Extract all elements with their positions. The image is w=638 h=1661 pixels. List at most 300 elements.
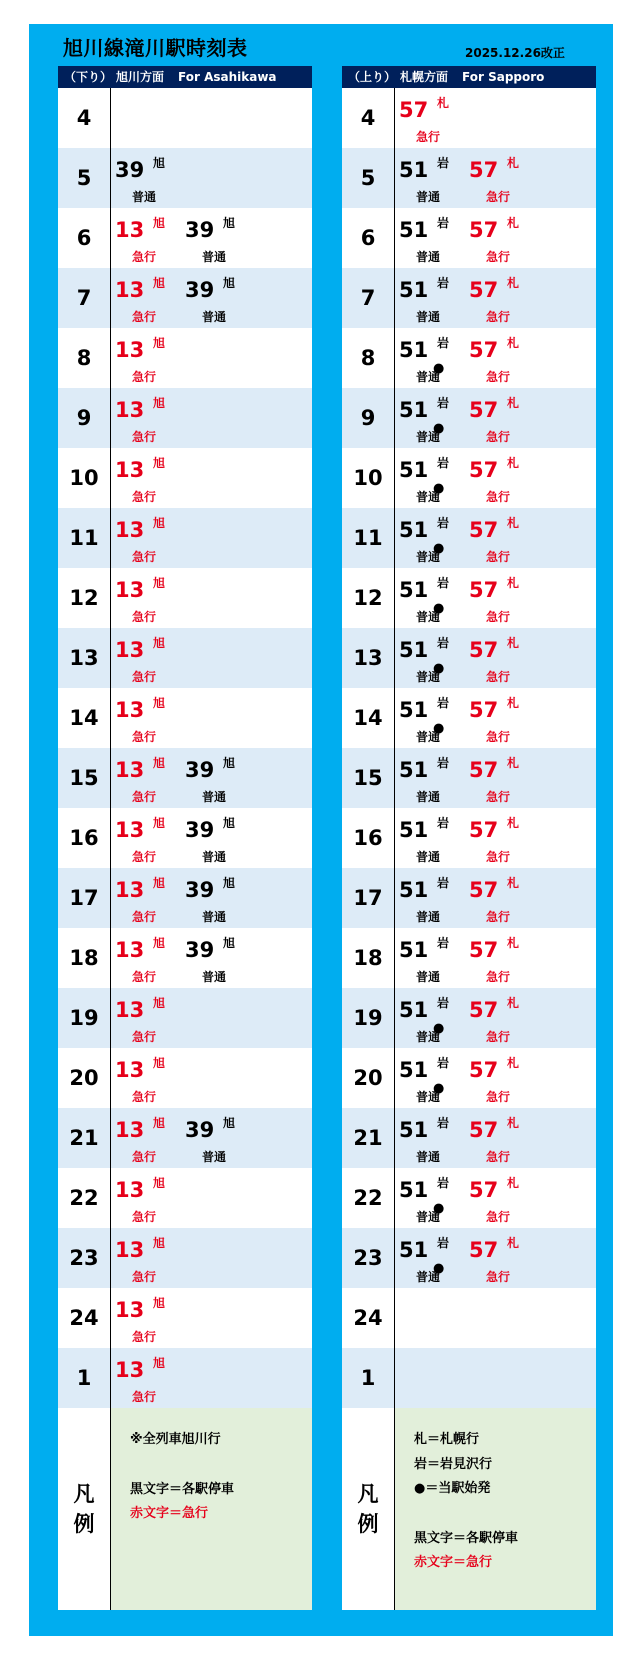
origin-dot-icon: ● [433, 661, 445, 676]
hour-cell: 24 [58, 1288, 111, 1348]
departure-minute: 13 [115, 818, 145, 842]
train-type: 急行 [486, 670, 511, 684]
departures-cell [395, 508, 596, 568]
departures-cell [111, 1228, 312, 1288]
hour-row [342, 1168, 596, 1228]
departures-cell [395, 868, 596, 928]
destination-mark: 旭 [223, 216, 236, 230]
departures-cell [395, 148, 596, 208]
hour-cell: 16 [342, 808, 395, 868]
departure-minute: 51 [399, 1238, 429, 1262]
departure-minute: 57 [469, 698, 499, 722]
train-type: 急行 [486, 1150, 511, 1164]
departure [115, 1291, 185, 1345]
departure [469, 1171, 539, 1225]
destination-mark: 札 [507, 276, 520, 290]
departure-minute: 51 [399, 1058, 429, 1082]
destination-mark: 旭 [153, 216, 166, 230]
destination-mark: 札 [507, 1116, 520, 1130]
panel-up-sapporo [342, 66, 596, 1610]
departure-minute: 39 [115, 158, 145, 182]
departure-minute: 57 [469, 638, 499, 662]
train-type: 普通 [416, 190, 441, 204]
destination-mark: 旭 [153, 996, 166, 1010]
departure [469, 151, 539, 205]
departures-cell [395, 1288, 596, 1348]
legend-label-char: 例 [73, 1512, 95, 1536]
departure-minute: 57 [469, 398, 499, 422]
destination-mark: 岩 [437, 276, 450, 290]
departure-minute: 13 [115, 998, 145, 1022]
hour-row [342, 868, 596, 928]
hour-cell: 22 [342, 1168, 395, 1228]
hour-row [58, 388, 312, 448]
departure-minute: 13 [115, 1178, 145, 1202]
hour-cell: 19 [58, 988, 111, 1048]
departure-minute: 57 [469, 218, 499, 242]
legend-line [130, 1453, 312, 1478]
origin-dot-icon: ● [433, 1021, 445, 1036]
destination-mark: 札 [507, 1236, 520, 1250]
destination-mark: 札 [507, 1056, 520, 1070]
legend-label [58, 1408, 111, 1610]
train-type: 普通 [416, 310, 441, 324]
legend-line: 黒文字＝各駅停車 [414, 1530, 519, 1546]
destination-mark: 旭 [153, 1296, 166, 1310]
train-type: 急行 [132, 430, 157, 444]
departure-minute: 57 [469, 818, 499, 842]
hour-cell: 18 [58, 928, 111, 988]
hour-cell: 20 [58, 1048, 111, 1108]
hour-cell: 15 [342, 748, 395, 808]
hour-row [342, 808, 596, 868]
departures-cell [395, 448, 596, 508]
departure-minute: 51 [399, 1118, 429, 1142]
destination-mark: 岩 [437, 216, 450, 230]
hour-row [342, 88, 596, 148]
departure-minute: 13 [115, 398, 145, 422]
departure [469, 331, 539, 385]
hour-cell: 4 [58, 88, 111, 148]
legend-line: ●＝当駅始発 [414, 1481, 491, 1496]
destination-mark: 札 [507, 636, 520, 650]
destination-english-label: For Sapporo [462, 70, 545, 84]
departure-minute: 57 [469, 518, 499, 542]
train-type: 急行 [486, 850, 511, 864]
departure [115, 1351, 185, 1405]
train-type: 普通 [202, 850, 227, 864]
departure [399, 931, 469, 985]
hour-row [58, 1168, 312, 1228]
train-type: 急行 [132, 730, 157, 744]
departure-minute: 57 [469, 158, 499, 182]
departure [185, 871, 255, 925]
hour-row [58, 808, 312, 868]
departure-minute: 57 [469, 1238, 499, 1262]
destination-label: 札幌方面 [400, 70, 449, 84]
legend-line: 赤文字＝急行 [414, 1555, 493, 1570]
departures-cell [395, 748, 596, 808]
train-type: 急行 [132, 670, 157, 684]
departure [185, 811, 255, 865]
train-type: 急行 [132, 610, 157, 624]
hour-row [58, 868, 312, 928]
departure [115, 571, 185, 625]
destination-mark: 岩 [437, 456, 450, 470]
hour-row [58, 1348, 312, 1408]
panel-header [342, 66, 596, 88]
departure-minute: 51 [399, 698, 429, 722]
departures-cell [395, 1108, 596, 1168]
departure [399, 91, 469, 145]
hour-row [342, 688, 596, 748]
destination-mark: 旭 [153, 696, 166, 710]
train-type: 普通 [416, 370, 441, 384]
departures-cell [111, 448, 312, 508]
departure-minute: 39 [185, 218, 215, 242]
train-type: 急行 [486, 250, 511, 264]
departure-minute: 51 [399, 638, 429, 662]
legend-line: 札＝札幌行 [414, 1432, 480, 1447]
train-type: 普通 [416, 610, 441, 624]
destination-mark: 旭 [153, 1356, 166, 1370]
destination-mark: 旭 [153, 276, 166, 290]
departure-minute: 39 [185, 278, 215, 302]
destination-mark: 岩 [437, 816, 450, 830]
departure [399, 271, 469, 325]
hour-row [58, 148, 312, 208]
departures-cell [395, 268, 596, 328]
departures-cell [395, 988, 596, 1048]
departure [469, 871, 539, 925]
departures-cell [111, 1288, 312, 1348]
hour-cell: 1 [342, 1348, 395, 1408]
train-type: 普通 [202, 970, 227, 984]
hour-row [342, 208, 596, 268]
departure-minute: 57 [469, 338, 499, 362]
departures-cell [395, 628, 596, 688]
departure [399, 1231, 469, 1285]
destination-mark: 札 [507, 396, 520, 410]
train-type: 普通 [416, 730, 441, 744]
destination-mark: 岩 [437, 1116, 450, 1130]
departure [115, 1171, 185, 1225]
departures-cell [395, 208, 596, 268]
departure [115, 271, 185, 325]
train-type: 急行 [132, 1210, 157, 1224]
hour-cell: 4 [342, 88, 395, 148]
origin-dot-icon: ● [433, 1201, 445, 1216]
hour-cell: 22 [58, 1168, 111, 1228]
departure [469, 511, 539, 565]
departure-minute: 57 [469, 878, 499, 902]
departure-minute: 13 [115, 578, 145, 602]
destination-mark: 岩 [437, 336, 450, 350]
departure [399, 991, 469, 1045]
departure [115, 631, 185, 685]
departure-minute: 57 [469, 578, 499, 602]
hour-cell: 9 [342, 388, 395, 448]
train-type: 急行 [486, 370, 511, 384]
train-type: 急行 [132, 1330, 157, 1344]
departure-minute: 13 [115, 1358, 145, 1382]
departure [185, 1111, 255, 1165]
legend-body [395, 1408, 596, 1610]
destination-mark: 旭 [153, 336, 166, 350]
hour-row [58, 1228, 312, 1288]
hour-cell: 21 [342, 1108, 395, 1168]
legend-line: 岩＝岩見沢行 [414, 1456, 493, 1472]
hour-cell: 13 [342, 628, 395, 688]
departures-cell [111, 988, 312, 1048]
departure-minute: 51 [399, 398, 429, 422]
departures-cell [395, 568, 596, 628]
hour-row [342, 328, 596, 388]
departure [399, 1171, 469, 1225]
hour-cell: 14 [58, 688, 111, 748]
departure [399, 451, 469, 505]
destination-mark: 岩 [437, 876, 450, 890]
departures-cell [395, 328, 596, 388]
train-type: 急行 [132, 1090, 157, 1104]
destination-mark: 札 [507, 336, 520, 350]
legend-label [342, 1408, 395, 1610]
departures-cell [111, 148, 312, 208]
departure [115, 391, 185, 445]
hour-cell: 21 [58, 1108, 111, 1168]
train-type: 普通 [416, 790, 441, 804]
destination-mark: 旭 [223, 876, 236, 890]
departure-minute: 39 [185, 938, 215, 962]
hour-cell: 5 [58, 148, 111, 208]
train-type: 普通 [416, 250, 441, 264]
direction-label: （上り） [348, 70, 397, 84]
departures-cell [111, 508, 312, 568]
hour-cell: 11 [58, 508, 111, 568]
departure-minute: 51 [399, 578, 429, 602]
hour-cell: 12 [58, 568, 111, 628]
hour-row [342, 388, 596, 448]
departures-cell [111, 1348, 312, 1408]
destination-mark: 旭 [153, 936, 166, 950]
departure-minute: 13 [115, 1238, 145, 1262]
hour-row [342, 508, 596, 568]
departures-cell [395, 1168, 596, 1228]
hour-cell: 19 [342, 988, 395, 1048]
hour-cell: 18 [342, 928, 395, 988]
destination-mark: 旭 [223, 276, 236, 290]
destination-mark: 旭 [223, 756, 236, 770]
hour-row [342, 1108, 596, 1168]
departures-cell [111, 568, 312, 628]
hour-rows [342, 88, 596, 1408]
departure [469, 271, 539, 325]
departure [399, 571, 469, 625]
hour-cell: 8 [342, 328, 395, 388]
hour-cell: 24 [342, 1288, 395, 1348]
destination-mark: 札 [507, 516, 520, 530]
departure [469, 691, 539, 745]
departure [399, 391, 469, 445]
departure-minute: 13 [115, 938, 145, 962]
train-type: 普通 [416, 490, 441, 504]
origin-dot-icon: ● [433, 541, 445, 556]
origin-dot-icon: ● [433, 1081, 445, 1096]
train-type: 急行 [486, 550, 511, 564]
destination-mark: 旭 [153, 1116, 166, 1130]
hour-row [58, 508, 312, 568]
hour-row [58, 928, 312, 988]
destination-mark: 旭 [153, 1236, 166, 1250]
departure [115, 871, 185, 925]
train-type: 急行 [132, 850, 157, 864]
departures-cell [395, 388, 596, 448]
departure [399, 211, 469, 265]
hour-cell: 17 [342, 868, 395, 928]
departure [469, 931, 539, 985]
departure [469, 811, 539, 865]
destination-mark: 岩 [437, 396, 450, 410]
destination-mark: 旭 [153, 1176, 166, 1190]
departure [115, 991, 185, 1045]
departure-minute: 51 [399, 878, 429, 902]
departures-cell [395, 1348, 596, 1408]
hour-row [58, 628, 312, 688]
train-type: 急行 [486, 310, 511, 324]
train-type: 普通 [202, 790, 227, 804]
departure-minute: 57 [469, 1058, 499, 1082]
hour-cell: 14 [342, 688, 395, 748]
train-type: 普通 [202, 250, 227, 264]
destination-mark: 旭 [153, 576, 166, 590]
destination-mark: 旭 [223, 1116, 236, 1130]
origin-dot-icon: ● [433, 481, 445, 496]
departure-minute: 51 [399, 1178, 429, 1202]
train-type: 急行 [132, 790, 157, 804]
direction-label: （下り） [64, 70, 113, 84]
train-type: 急行 [486, 1030, 511, 1044]
hour-row [342, 988, 596, 1048]
page-title: 旭川線滝川駅時刻表 [63, 36, 248, 60]
departure-minute: 39 [185, 1118, 215, 1142]
departure [115, 931, 185, 985]
departure-minute: 39 [185, 818, 215, 842]
departure-minute: 51 [399, 758, 429, 782]
legend-label-char: 凡 [357, 1482, 379, 1506]
departure [185, 211, 255, 265]
hour-cell: 10 [58, 448, 111, 508]
train-type: 急行 [132, 310, 157, 324]
destination-mark: 旭 [153, 516, 166, 530]
departure [399, 811, 469, 865]
departure-minute: 57 [469, 1178, 499, 1202]
departures-cell [111, 868, 312, 928]
departure [115, 811, 185, 865]
departures-cell [395, 88, 596, 148]
origin-dot-icon: ● [433, 721, 445, 736]
hour-row [342, 568, 596, 628]
origin-dot-icon: ● [433, 421, 445, 436]
departure-minute: 13 [115, 518, 145, 542]
destination-mark: 岩 [437, 516, 450, 530]
hour-row [58, 88, 312, 148]
hour-cell: 10 [342, 448, 395, 508]
departures-cell [111, 388, 312, 448]
train-type: 普通 [202, 1150, 227, 1164]
departures-cell [111, 1048, 312, 1108]
origin-dot-icon: ● [433, 361, 445, 376]
departure [399, 1051, 469, 1105]
hour-row [342, 268, 596, 328]
train-type: 急行 [486, 490, 511, 504]
train-type: 普通 [132, 190, 157, 204]
departure-minute: 13 [115, 278, 145, 302]
destination-mark: 札 [507, 876, 520, 890]
departure-minute: 13 [115, 698, 145, 722]
departure-minute: 51 [399, 278, 429, 302]
departure-minute: 51 [399, 218, 429, 242]
train-type: 普通 [416, 1150, 441, 1164]
hour-cell: 16 [58, 808, 111, 868]
hour-cell: 9 [58, 388, 111, 448]
train-type: 急行 [486, 1210, 511, 1224]
legend-line [414, 1502, 596, 1527]
departures-cell [395, 808, 596, 868]
hour-cell: 5 [342, 148, 395, 208]
destination-mark: 旭 [153, 876, 166, 890]
departure-minute: 57 [469, 278, 499, 302]
departure-minute: 13 [115, 1298, 145, 1322]
departure [185, 271, 255, 325]
departure [115, 151, 185, 205]
destination-mark: 岩 [437, 1176, 450, 1190]
hour-cell: 6 [342, 208, 395, 268]
destination-mark: 旭 [153, 156, 166, 170]
legend [342, 1408, 596, 1610]
panel-down-asahikawa [58, 66, 312, 1610]
origin-dot-icon: ● [433, 601, 445, 616]
destination-mark: 岩 [437, 1056, 450, 1070]
departures-cell [111, 688, 312, 748]
train-type: 急行 [132, 1150, 157, 1164]
hour-cell: 23 [58, 1228, 111, 1288]
departure-minute: 51 [399, 938, 429, 962]
destination-mark: 旭 [223, 816, 236, 830]
departure-minute: 13 [115, 458, 145, 482]
departure-minute: 13 [115, 338, 145, 362]
departure-minute: 57 [469, 938, 499, 962]
departure-minute: 13 [115, 1058, 145, 1082]
hour-row [58, 328, 312, 388]
departure [469, 391, 539, 445]
departures-cell [395, 1228, 596, 1288]
hour-row [58, 1108, 312, 1168]
destination-mark: 旭 [153, 456, 166, 470]
destination-mark: 旭 [223, 936, 236, 950]
departure-minute: 13 [115, 758, 145, 782]
train-type: 普通 [416, 970, 441, 984]
hour-cell: 7 [342, 268, 395, 328]
train-type: 急行 [132, 1390, 157, 1404]
departure [185, 931, 255, 985]
departures-cell [111, 808, 312, 868]
departure-minute: 51 [399, 158, 429, 182]
departures-cell [111, 268, 312, 328]
departures-cell [111, 1168, 312, 1228]
departure [469, 631, 539, 685]
departure-minute: 51 [399, 338, 429, 362]
train-type: 急行 [486, 910, 511, 924]
